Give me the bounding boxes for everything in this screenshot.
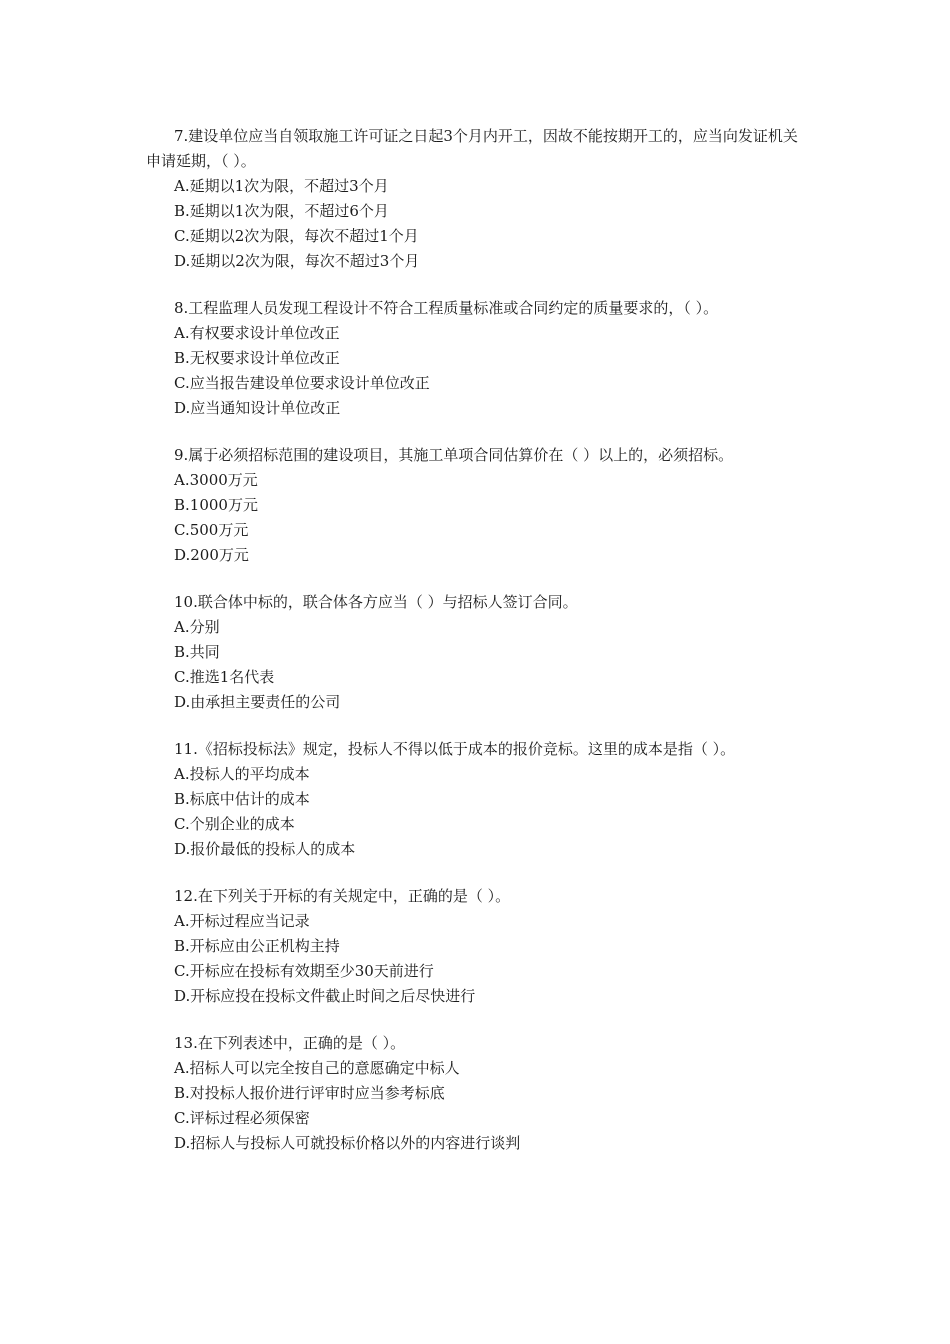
question-8 [146, 296, 806, 421]
option-b: B.标底中估计的成本 [174, 790, 310, 808]
option-a: A.3000万元 [174, 471, 258, 489]
option-c: C.推选1名代表 [174, 668, 275, 686]
option-c: C.个别企业的成本 [174, 815, 295, 833]
question-12 [146, 884, 806, 1009]
option-b: B.无权要求设计单位改正 [174, 349, 340, 367]
option-c: C.延期以2次为限，每次不超过1个月 [174, 227, 419, 245]
option-c: C.500万元 [174, 521, 249, 539]
option-d: D.招标人与投标人可就投标价格以外的内容进行谈判 [174, 1134, 521, 1152]
option-c: C.评标过程必须保密 [174, 1109, 310, 1127]
option-c: C.开标应在投标有效期至少30天前进行 [174, 962, 434, 980]
question-10 [146, 590, 806, 715]
option-b: B.1000万元 [174, 496, 258, 514]
option-c: C.应当报告建设单位要求设计单位改正 [174, 374, 430, 392]
option-a: A.招标人可以完全按自己的意愿确定中标人 [174, 1059, 460, 1077]
question-13 [146, 1031, 806, 1156]
option-a: A.延期以1次为限，不超过3个月 [174, 177, 389, 195]
question-list [146, 124, 806, 1178]
question-stem: 7.建设单位应当自领取施工许可证之日起3个月内开工，因故不能按期开工的，应当向发证机关申请延期，（ ）。 [146, 127, 798, 170]
option-d: D.应当通知设计单位改正 [174, 399, 341, 417]
question-stem: 11.《招标投标法》规定，投标人不得以低于成本的报价竞标。这里的成本是指（ ）。 [174, 740, 736, 758]
option-d: D.200万元 [174, 546, 249, 564]
option-d: D.由承担主要责任的公司 [174, 693, 341, 711]
question-stem: 10.联合体中标的，联合体各方应当（ ）与招标人签订合同。 [174, 593, 578, 611]
option-a: A.开标过程应当记录 [174, 912, 310, 930]
question-9 [146, 443, 806, 568]
option-a: A.有权要求设计单位改正 [174, 324, 340, 342]
question-11 [146, 737, 806, 862]
option-b: B.开标应由公正机构主持 [174, 937, 340, 955]
option-d: D.报价最低的投标人的成本 [174, 840, 356, 858]
question-stem: 8.工程监理人员发现工程设计不符合工程质量标准或合同约定的质量要求的，（ ）。 [174, 299, 719, 317]
question-stem: 12.在下列关于开标的有关规定中，正确的是（ ）。 [174, 887, 511, 905]
option-b: B.共同 [174, 643, 220, 661]
option-b: B.对投标人报价进行评审时应当参考标底 [174, 1084, 445, 1102]
question-stem: 9.属于必须招标范围的建设项目，其施工单项合同估算价在（ ）以上的，必须招标。 [174, 446, 734, 464]
option-a: A.分别 [174, 618, 220, 636]
question-7 [146, 124, 806, 274]
option-b: B.延期以1次为限，不超过6个月 [174, 202, 389, 220]
option-d: D.开标应投在投标文件截止时间之后尽快进行 [174, 987, 476, 1005]
question-stem: 13.在下列表述中，正确的是（ ）。 [174, 1034, 406, 1052]
option-d: D.延期以2次为限，每次不超过3个月 [174, 252, 420, 270]
option-a: A.投标人的平均成本 [174, 765, 310, 783]
